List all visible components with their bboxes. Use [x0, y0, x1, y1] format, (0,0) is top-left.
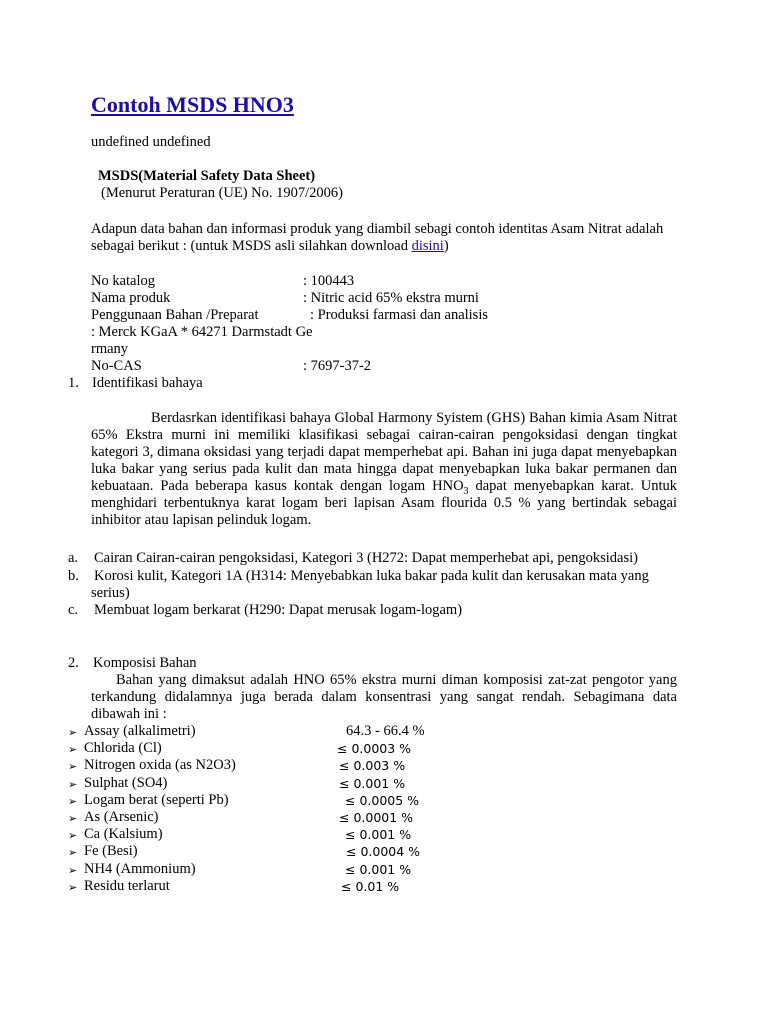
composition-label: Fe (Besi): [84, 843, 138, 860]
section2-body: Bahan yang dimaksut adalah HNO 65% ekstra murni diman komposisi zat-zat pengotor yang terkandung didalamnya juga berada dalam konsentrasi yang sangat rendah. Sebagimana data dibawah ini :: [91, 672, 677, 722]
section2-number: 2.: [68, 655, 79, 671]
composition-label: Ca (Kalsium): [84, 826, 163, 843]
composition-value: ≤ 0.0003 %: [337, 741, 412, 757]
company-line-1: : Merck KGaA * 64271 Darmstadt Ge: [91, 324, 313, 340]
composition-label: As (Arsenic): [84, 809, 159, 825]
composition-value: ≤ 0.0004 %: [346, 844, 421, 860]
cas-value: : 7697-37-2: [303, 358, 372, 374]
intro-end: ): [443, 238, 449, 254]
section1-body-end: dapat menyebapkan karat. Untuk menghidari terbentuknya karat logam beri lapisan Asam flourida 0.5 % yang bertindak sebagai inhibitor atau lapisan pelinduk logam.: [91, 478, 677, 528]
bullet-arrow-icon: ➢: [68, 726, 78, 739]
catalog-value: : 100443: [303, 273, 355, 289]
usage-value: : Produksi farmasi dan analisis: [310, 307, 489, 323]
bullet-arrow-icon: ➢: [68, 743, 78, 757]
section1-heading: Identifikasi bahaya: [92, 375, 203, 391]
cas-label: No-CAS: [91, 358, 142, 374]
subtitle: undefined undefined: [91, 134, 211, 150]
bullet-arrow-icon: ➢: [68, 760, 78, 774]
section1-body: Berdasrkan identifikasi bahaya Global Harmony Syistem (GHS) Bahan kimia Asam Nitrat 65% Ekstra murni ini memiliki klasifikasi sebagai cairan-cairan pengoksidasi dengan tingkat kategori 3, dimana oksidasi yang terjadi dapat memperhebat api. Bahan ini juga dapat menyebapkan luka bakar yang serius pada kulit dan mata hingga dapat menyebapkan luka bakar permanen dan kebuataan. Pada beberapa kasus kontak dengan logam HNO: [91, 410, 677, 494]
download-link[interactable]: disini: [411, 238, 444, 254]
composition-value: ≤ 0.0005 %: [345, 792, 420, 808]
bullet-arrow-icon: ➢: [68, 829, 78, 843]
composition-value: ≤ 0.0001 %: [339, 810, 414, 825]
hazard-b-marker: b.: [68, 568, 79, 584]
intro-text: Adapun data bahan dan informasi produk yang diambil sebagi contoh identitas Asam Nitrat adalah sebagai berikut : (untuk MSDS asli silahkan download: [91, 221, 664, 254]
composition-value: 64.3 - 66.4 %: [346, 723, 425, 739]
bullet-arrow-icon: ➢: [68, 846, 78, 860]
composition-label: Residu terlarut: [84, 877, 170, 894]
company-line-2: rmany: [91, 341, 129, 357]
hazard-b-text-continued: serius): [91, 585, 130, 601]
hazard-b-text: Korosi kulit, Kategori 1A (H314: Menyebabkan luka bakar pada kulit dan kerusakan mata yang: [94, 568, 649, 584]
product-name-value: : Nitric acid 65% ekstra murni: [303, 290, 479, 306]
hazard-a-marker: a.: [68, 550, 79, 566]
composition-label: Logam berat (seperti Pb): [84, 791, 229, 808]
msds-heading: MSDS(Material Safety Data Sheet): [98, 168, 316, 184]
intro-paragraph: [91, 221, 677, 255]
composition-label: Assay (alkalimetri): [84, 723, 196, 739]
composition-label: NH4 (Ammonium): [84, 860, 196, 877]
composition-value: ≤ 0.003 %: [339, 758, 406, 774]
regulation-text: (Menurut Peraturan (UE) No. 1907/2006): [101, 185, 344, 201]
hazard-c-marker: c.: [68, 602, 79, 618]
document-title[interactable]: Contoh MSDS HNO3: [91, 92, 294, 117]
composition-value: ≤ 0.001 %: [345, 827, 412, 843]
bullet-arrow-icon: ➢: [68, 812, 78, 825]
product-name-label: Nama produk: [91, 290, 171, 306]
section1-number: 1.: [68, 375, 79, 391]
catalog-label: No katalog: [91, 273, 156, 289]
usage-label: Penggunaan Bahan /Preparat: [91, 307, 259, 323]
bullet-arrow-icon: ➢: [68, 794, 78, 808]
hazard-a-text: Cairan Cairan-cairan pengoksidasi, Kategori 3 (H272: Dapat memperhebat api, pengoksidasi): [94, 550, 638, 566]
composition-value: ≤ 0.01 %: [341, 878, 400, 894]
composition-label: Nitrogen oxida (as N2O3): [84, 757, 236, 774]
subscript-3: 3: [463, 485, 469, 497]
section1-paragraph: [91, 410, 677, 529]
composition-label: Sulphat (SO4): [84, 774, 168, 791]
bullet-arrow-icon: ➢: [68, 880, 78, 894]
hazard-c-text: Membuat logam berkarat (H290: Dapat merusak logam-logam): [94, 602, 463, 618]
bullet-arrow-icon: ➢: [68, 863, 78, 877]
composition-value: ≤ 0.001 %: [345, 861, 412, 877]
composition-label: Chlorida (Cl): [84, 740, 162, 757]
section2-heading: Komposisi Bahan: [93, 655, 197, 671]
composition-value: ≤ 0.001 %: [339, 775, 406, 791]
bullet-arrow-icon: ➢: [68, 777, 78, 791]
